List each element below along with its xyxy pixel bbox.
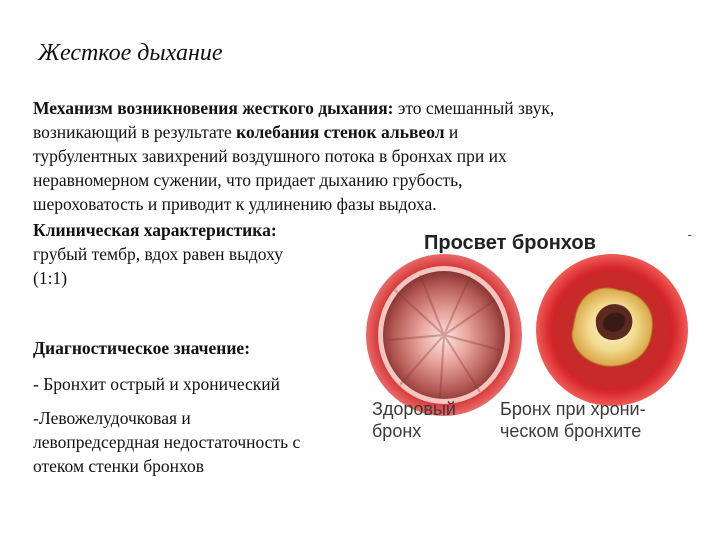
diagnostic-item-2-line-1: -Левожелудочковая и [33,408,191,428]
diagnostic-item-1: - Бронхит острый и хронический [33,374,281,394]
mechanism-text-3: турбулентных завихрений воздушного потока в бронхах при их [33,146,507,166]
figure-title: Просвет бронхов [424,232,596,254]
chronic-bronchus [536,254,688,406]
clinical-text-2: (1:1) [33,268,68,288]
healthy-caption [372,398,456,442]
figure-dash: - [687,226,692,242]
healthy-caption-line-2: бронх [372,421,422,441]
mechanism-text-5: шероховатость и приводит к удлинению фазы выдоха. [33,194,437,214]
clinical-heading: Клиническая характеристика: [33,220,277,240]
mechanism-heading: Механизм возникновения жесткого дыхания: [33,98,394,118]
chronic-caption-line-1: Бронх при хрони- [500,399,646,419]
chronic-caption [500,398,646,442]
healthy-bronchus [366,254,522,416]
clinical-text-1: грубый тембр, вдох равен выдоху [33,244,283,264]
diagnostic-item-2-line-3: отеком стенки бронхов [33,456,205,476]
mechanism-text-1: это смешанный звук, [393,98,555,118]
mechanism-text-2b: колебания стенок альвеол [236,122,445,142]
diagnostic-heading: Диагностическое значение: [33,338,251,358]
mechanism-text-4: неравномерном сужении, что придает дыханию грубость, [33,170,463,190]
chronic-caption-line-2: ческом бронхите [500,421,642,441]
mechanism-text-2a: возникающий в результате [33,122,237,142]
page-title: Жесткое дыхание [38,40,223,66]
mechanism-text-2c: и [444,122,459,142]
diagnostic-item-2-line-2: левопредсердная недостаточность с [33,432,301,452]
healthy-caption-line-1: Здоровый [372,399,456,419]
